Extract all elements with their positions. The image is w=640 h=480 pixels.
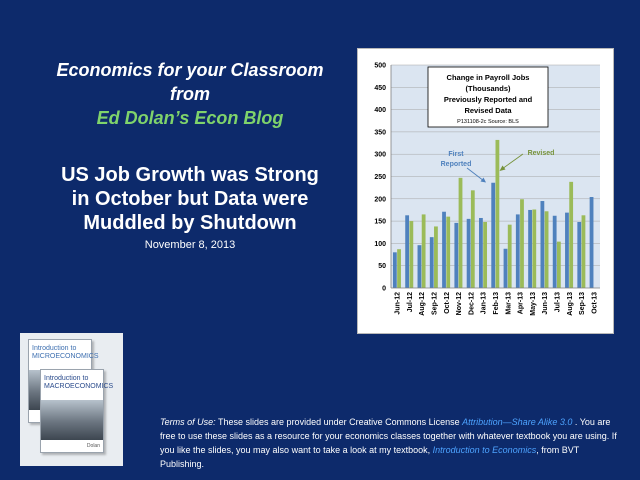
bar-revised	[582, 215, 586, 288]
slide-date: November 8, 2013	[144, 239, 236, 251]
book-cover-macro	[40, 369, 114, 453]
bar-revised	[508, 225, 512, 288]
bar-revised	[459, 178, 463, 288]
bar-first-reported	[504, 249, 508, 288]
bar-first-reported	[405, 215, 409, 288]
chart-title-line-3: Previously Reported and	[443, 95, 533, 104]
textbook-image[interactable]	[20, 333, 123, 466]
y-tick-label: 50	[378, 263, 386, 271]
x-tick-label: Jun-12	[394, 292, 402, 315]
y-tick-label: 400	[374, 107, 386, 115]
x-tick-label: Oct-12	[443, 292, 451, 314]
x-tick-label: Jul-12	[406, 292, 414, 313]
book-author: Dolan	[86, 443, 100, 449]
x-tick-label: Aug-12	[419, 292, 427, 316]
y-tick-labels	[374, 63, 386, 293]
annotation-first-line-2: Reported	[440, 161, 472, 168]
x-tick-label: Dec-12	[468, 292, 476, 315]
y-tick-label: 100	[374, 240, 386, 248]
header-block	[40, 58, 340, 130]
x-tick-label: Oct-13	[591, 292, 599, 314]
bar-first-reported	[516, 214, 520, 288]
slide-title-line-1: US Job Growth was Strong	[61, 164, 319, 186]
textbook-link[interactable]: Introduction to Economics	[432, 445, 537, 455]
bar-first-reported	[590, 197, 594, 288]
x-tick-label: Jan-13	[480, 292, 488, 315]
bar-first-reported	[528, 210, 532, 288]
title-block	[40, 163, 340, 251]
bar-first-reported	[430, 237, 434, 288]
x-tick-label: Jun-13	[542, 292, 550, 315]
chart-title-line-2: (Thousands)	[465, 84, 511, 93]
bar-revised	[409, 221, 413, 288]
bar-first-reported	[540, 201, 544, 288]
bar-revised	[446, 217, 450, 288]
header-line-1: Economics for your Classroom	[56, 60, 324, 80]
y-tick-label: 250	[374, 174, 386, 181]
x-tick-label: Jul-13	[554, 292, 562, 313]
chart-title-line-1: Change in Payroll Jobs	[446, 73, 530, 82]
x-tick-label: Nov-12	[456, 292, 464, 316]
y-tick-label: 350	[374, 129, 386, 137]
x-tick-label: Sep-12	[431, 292, 439, 315]
y-tick-label: 450	[374, 84, 386, 92]
bar-first-reported	[553, 216, 557, 288]
license-link[interactable]: Attribution—Share Alike 3.0	[462, 417, 573, 427]
bar-first-reported	[565, 213, 569, 288]
y-tick-label: 200	[374, 196, 386, 204]
header-line-2: from	[170, 84, 210, 104]
book-photo-macro	[41, 400, 103, 440]
x-tick-label: Apr-13	[517, 292, 525, 315]
x-tick-label: Mar-13	[505, 292, 513, 315]
annotation-first-line-1: First	[448, 151, 464, 158]
terms-text-2: . You are free to use these slides as a resource for your economics classes together with whatever textbook you are using. If you like the slides, you may also want to take a look at my textbook,	[160, 417, 617, 455]
bar-revised	[545, 211, 549, 288]
book-title-micro: Introduction to MICROECONOMICS	[32, 345, 99, 360]
y-tick-label: 500	[374, 62, 386, 70]
x-tick-label: May-13	[529, 292, 537, 316]
x-tick-label: Feb-13	[493, 292, 500, 315]
x-tick-labels	[395, 292, 599, 316]
chart-title-box	[428, 67, 548, 127]
bar-revised	[569, 182, 573, 288]
bar-first-reported	[442, 212, 446, 288]
bar-first-reported	[454, 223, 458, 288]
terms-text-3: , from BVT Publishing.	[160, 445, 580, 469]
bar-revised	[397, 249, 401, 288]
slide-title-line-3: Muddled by Shutdown	[83, 212, 297, 234]
bar-revised	[496, 140, 500, 288]
x-tick-label: Sep-13	[579, 292, 587, 315]
bar-first-reported	[479, 218, 483, 288]
x-tick-label: Aug-13	[566, 292, 574, 316]
bar-revised	[520, 199, 524, 288]
payroll-chart	[358, 49, 613, 333]
chart-title-line-4: Revised Data	[464, 106, 512, 115]
bar-revised	[434, 226, 438, 288]
bar-first-reported	[491, 183, 495, 288]
y-tick-label: 0	[382, 285, 386, 293]
bar-revised	[483, 222, 487, 288]
bar-revised	[532, 210, 536, 288]
terms-label: Terms of Use:	[160, 417, 216, 427]
chart-frame	[357, 48, 614, 334]
y-tick-label: 150	[374, 218, 386, 226]
bar-revised	[557, 242, 561, 288]
chart-source: P131108-2c Source: BLS	[457, 119, 519, 125]
bar-first-reported	[467, 219, 471, 288]
book-title-macro: Introduction to MACROECONOMICS	[44, 375, 114, 390]
y-tick-label: 300	[374, 151, 386, 159]
bar-revised	[471, 190, 475, 288]
blog-name: Ed Dolan’s Econ Blog	[96, 108, 284, 128]
terms-text-1: These slides are provided under Creative Commons License	[215, 417, 463, 427]
annotation-revised-text: Revised	[527, 150, 555, 157]
bar-first-reported	[577, 222, 581, 288]
bar-first-reported	[418, 245, 422, 288]
bar-revised	[422, 214, 426, 288]
slide-title-line-2: in October but Data were	[71, 188, 309, 210]
terms-of-use	[160, 415, 625, 471]
bar-first-reported	[393, 252, 397, 288]
